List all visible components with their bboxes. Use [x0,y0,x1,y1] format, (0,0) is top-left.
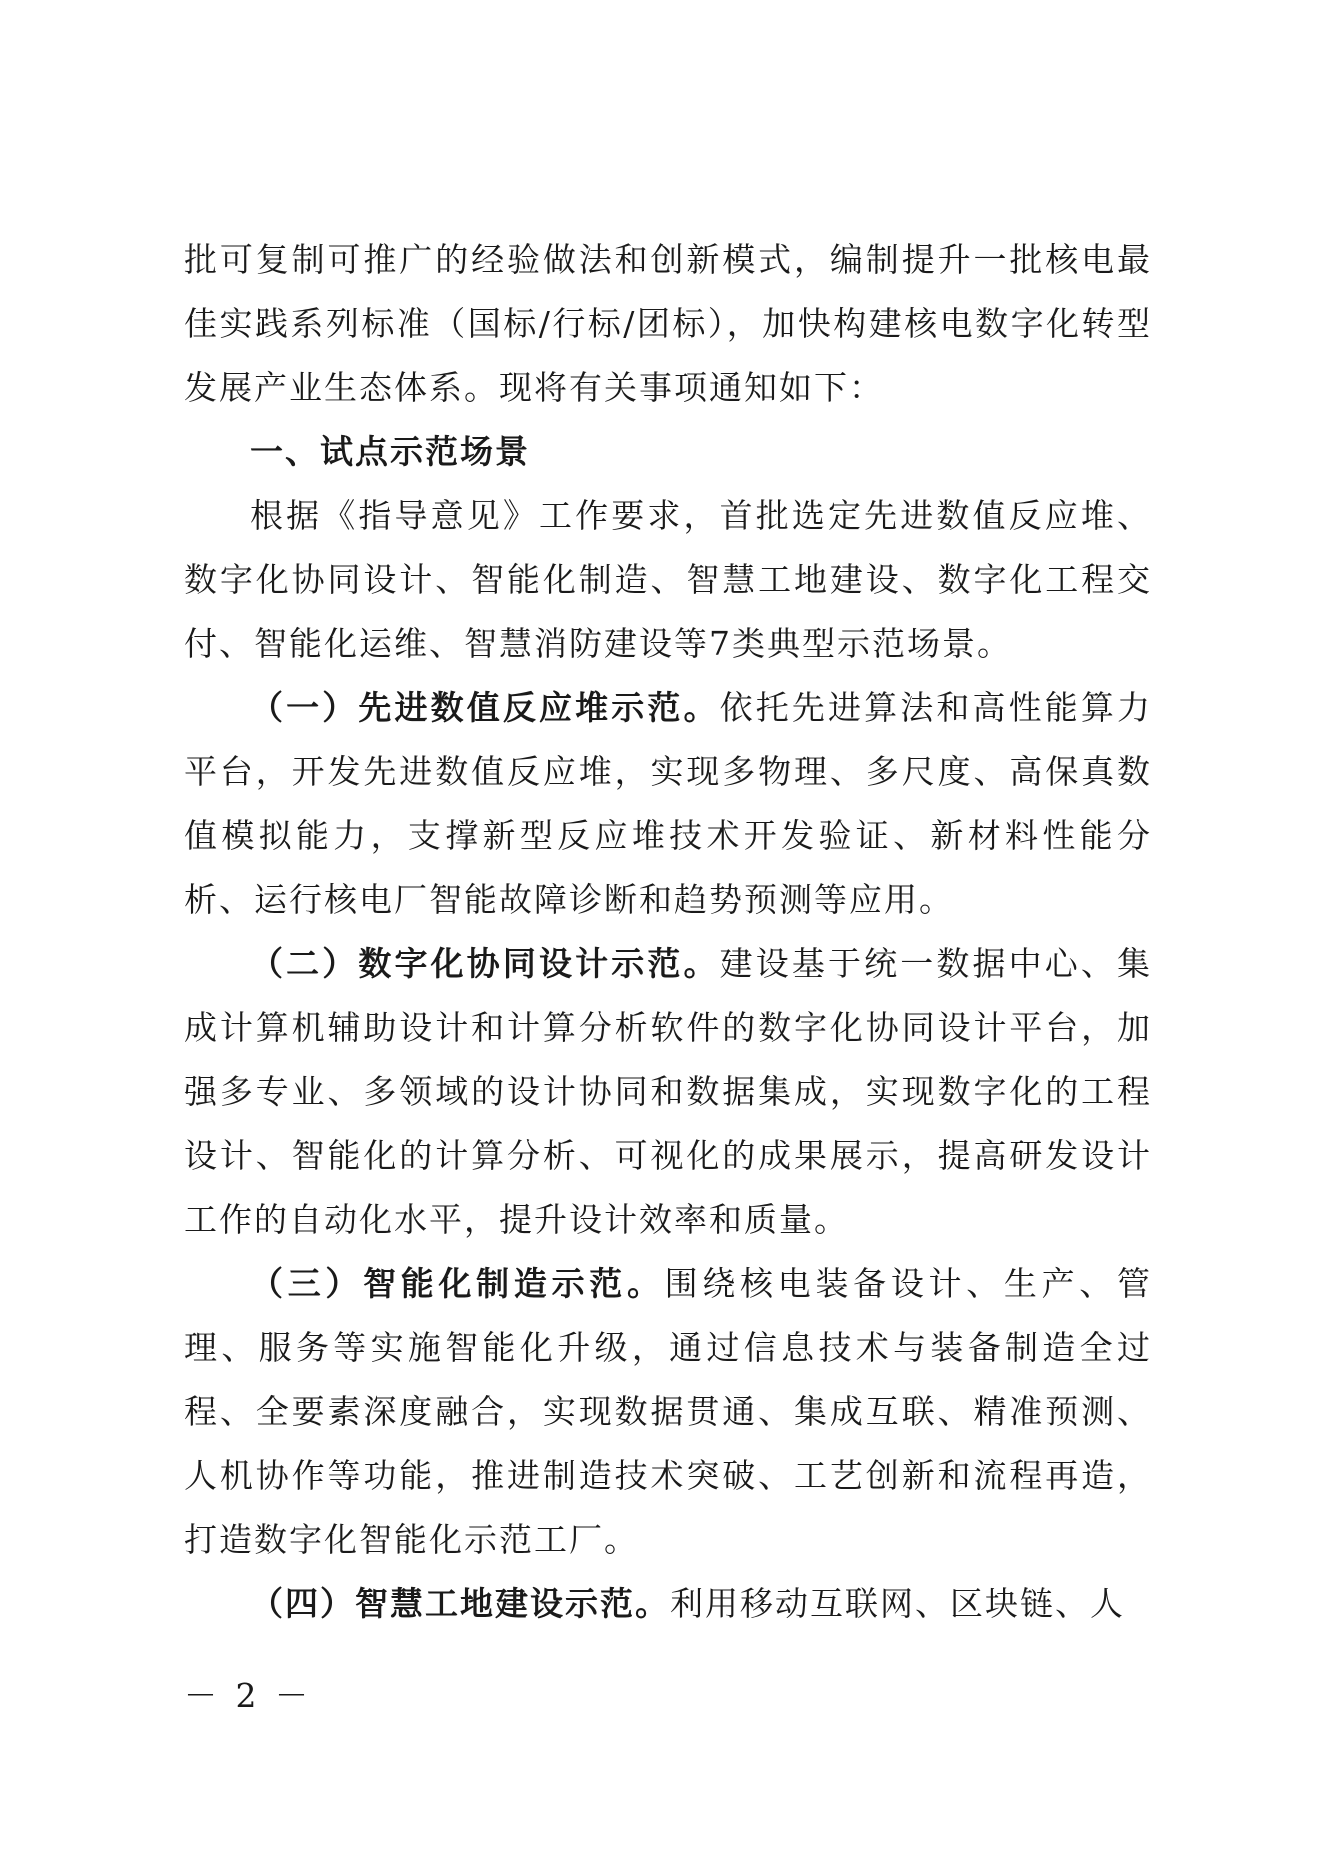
section-heading-text: 一、试点示范场景 [250,432,530,471]
paragraph-item-4 [184,1572,1152,1636]
paragraph-text: 围绕核电装备设计、生产、管理、服务等实施智能化升级，通过信息技术与装备制造全过程、全要素深度融合，实现数据贯通、集成互联、精准预测、人机协作等功能，推进制造技术突破、工艺创新和流程再造，打造数字化智能化示范工厂。 [184,1264,1153,1559]
paragraph-item-3 [184,1252,1152,1572]
item-heading: （一）先进数值反应堆示范。 [250,688,720,727]
item-heading: （三）智能化制造示范。 [250,1264,665,1303]
paragraph-text: 利用移动互联网、区块链、人 [670,1584,1125,1623]
paragraph-intro-continuation [184,228,1152,420]
page-number: － 2 － [184,1676,312,1715]
paragraph-section-intro [184,484,1152,676]
paragraph-item-1 [184,676,1152,932]
paragraph-text: 建设基于统一数据中心、集成计算机辅助设计和计算分析软件的数字化协同设计平台，加强多专业、多领域的设计协同和数据集成，实现数字化的工程设计、智能化的计算分析、可视化的成果展示，提高研发设计工作的自动化水平，提升设计效率和质量。 [184,944,1152,1239]
document-body [184,228,1152,1636]
paragraph-text: 根据《指导意见》工作要求，首批选定先进数值反应堆、数字化协同设计、智能化制造、智慧工地建设、数字化工程交付、智能化运维、智慧消防建设等7类典型示范场景。 [184,496,1152,663]
item-heading: （四）智慧工地建设示范。 [250,1584,670,1623]
paragraph-text: 依托先进算法和高性能算力平台，开发先进数值反应堆，实现多物理、多尺度、高保真数值模拟能力，支撑新型反应堆技术开发验证、新材料性能分析、运行核电厂智能故障诊断和趋势预测等应用。 [184,688,1152,919]
paragraph-text: 批可复制可推广的经验做法和创新模式，编制提升一批核电最佳实践系列标准（国标/行标/团标），加快构建核电数字化转型发展产业生态体系。现将有关事项通知如下： [184,240,1152,407]
item-heading: （二）数字化协同设计示范。 [250,944,720,983]
paragraph-item-2 [184,932,1152,1252]
section-heading [184,420,1152,484]
